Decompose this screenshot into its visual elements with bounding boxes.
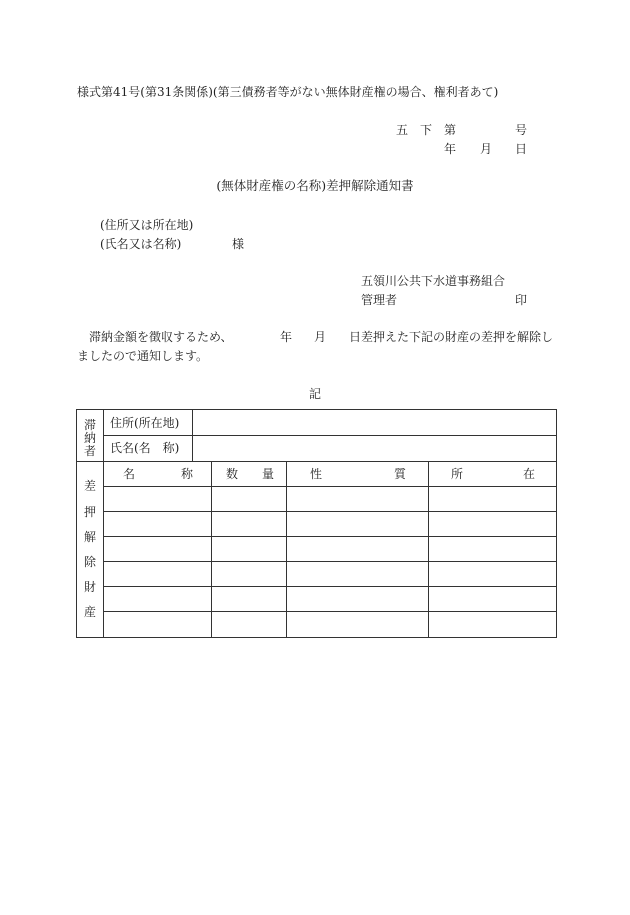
row-divider	[104, 586, 557, 587]
form-number: 様式第41号(第31条関係)(第三債務者等がない無体財産権の場合、権利者あて)	[77, 85, 499, 99]
column-qty-char: 量	[262, 467, 275, 481]
column-location-char: 在	[523, 467, 536, 481]
date-month: 月	[480, 142, 493, 156]
sender-organization: 五領川公共下水道事務組合	[361, 274, 506, 288]
ki-heading: 記	[308, 387, 321, 401]
body-line1-start: 滞納金額を徴収するため、	[89, 330, 233, 344]
row-divider	[104, 536, 557, 537]
document-title: (無体財産権の名称)差押解除通知書	[216, 178, 414, 193]
column-divider	[428, 461, 429, 638]
document-number-prefix: 五 下 第	[396, 123, 457, 137]
taxpayer-address-label: 住所(所在地)	[110, 416, 180, 430]
recipient-address-label: (住所又は所在地)	[100, 218, 194, 232]
row-divider	[104, 435, 557, 436]
property-header-char: 産	[83, 605, 96, 619]
column-name-char: 名	[123, 467, 136, 481]
property-header-char: 解	[83, 530, 96, 544]
row-divider	[77, 461, 557, 462]
column-location-char: 所	[451, 467, 464, 481]
document-number-suffix: 号	[515, 123, 528, 137]
column-divider	[211, 461, 212, 638]
property-header-char: 押	[83, 505, 96, 519]
column-qty-char: 数	[226, 467, 239, 481]
recipient-honorific: 様	[232, 237, 245, 251]
sender-title: 管理者	[361, 293, 398, 307]
column-divider	[103, 410, 104, 638]
property-table	[76, 409, 557, 638]
property-header-char: 除	[83, 555, 96, 569]
column-divider	[192, 410, 193, 461]
body-line1-month: 月	[314, 330, 327, 344]
row-divider	[104, 486, 557, 487]
column-nature-char: 性	[310, 467, 323, 481]
column-divider	[286, 461, 287, 638]
body-line2: ましたので通知します。	[77, 349, 209, 363]
recipient-name-label: (氏名又は名称)	[100, 237, 182, 251]
column-nature-char: 質	[394, 467, 407, 481]
date-day: 日	[515, 142, 528, 156]
date-year: 年	[444, 142, 457, 156]
property-header-char: 差	[83, 479, 96, 493]
column-name-char: 称	[181, 467, 194, 481]
row-divider	[104, 511, 557, 512]
taxpayer-header-char: 滞	[83, 418, 96, 432]
taxpayer-header-char: 納	[83, 431, 96, 445]
property-header-char: 財	[83, 580, 96, 594]
row-divider	[104, 561, 557, 562]
body-line1-year: 年	[280, 330, 293, 344]
taxpayer-name-label: 氏名(名 称)	[110, 441, 180, 455]
taxpayer-header-char: 者	[83, 444, 96, 458]
seal-mark: 印	[515, 293, 528, 307]
body-line1-end: 日差押えた下記の財産の差押を解除し	[349, 330, 554, 344]
row-divider	[104, 611, 557, 612]
